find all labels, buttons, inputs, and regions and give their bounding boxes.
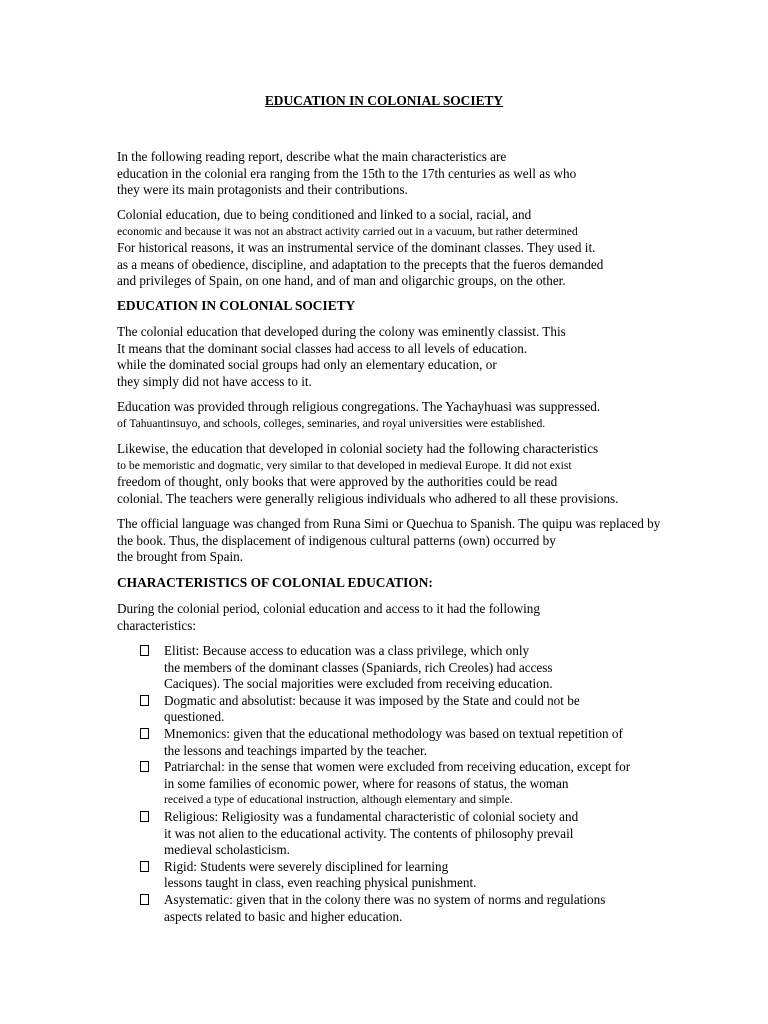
list-item [140,759,750,809]
paragraph-colonial-period [117,601,747,634]
text-line: In the following reading report, describe what the main characteristics are [117,149,507,164]
text-line: the book. Thus, the displacement of indigenous cultural patterns (own) occurred by [117,532,556,548]
section-heading: EDUCATION IN COLONIAL SOCIETY [117,298,356,313]
paragraph-official-language [117,516,747,566]
text-line: the lessons and teachings imparted by the teacher. [164,742,427,758]
text-line: and privileges of Spain, on one hand, and of man and oligarchic groups, on the other. [117,273,566,289]
text-line: It means that the dominant social classes had access to all levels of education. [117,340,528,356]
list-item [140,643,750,693]
text-line: they simply did not have access to it. [117,373,312,389]
paragraph-colonial-education [117,207,747,290]
text-line: the brought from Spain. [117,549,243,565]
text-line: Religious: Religiosity was a fundamental characteristic of colonial society and [164,808,579,824]
paragraph-characteristics [117,441,747,507]
text-line: Mnemonics: given that the educational methodology was based on textual repetition of [164,725,623,741]
text-line: of Tahuantinsuyo, and schools, colleges, seminaries, and royal universities were established. [117,416,546,430]
text-line: Patriarchal: in the sense that women were excluded from receiving education, except for [164,759,631,775]
paragraph-classist [117,324,747,390]
bullet-box-icon [140,761,149,772]
text-line: The official language was changed from Runa Simi or Quechua to Spanish. The quipu was replaced by [117,516,661,531]
list-item [140,693,750,726]
text-line: in some families of economic power, where for reasons of status, the woman [164,775,569,791]
intro-paragraph [117,149,747,199]
bullet-box-icon [140,695,149,706]
characteristics-list [140,643,750,925]
text-line: colonial. The teachers were generally religious individuals who adhered to all these provisions. [117,490,619,506]
text-line: Rigid: Students were severely disciplined for learning [164,858,449,874]
text-line: During the colonial period, colonial education and access to it had the following [117,601,540,616]
bullet-box-icon [140,861,149,872]
list-item [140,809,750,859]
text-line: they were its main protagonists and their contributions. [117,182,408,198]
text-line: freedom of thought, only books that were approved by the authorities could be read [117,474,558,490]
text-line: Colonial education, due to being conditioned and linked to a social, racial, and [117,207,532,222]
text-line: The colonial education that developed during the colony was eminently classist. This [117,324,566,339]
document-title: EDUCATION IN COLONIAL SOCIETY [264,93,504,108]
list-item [140,726,750,759]
section-heading: CHARACTERISTICS OF COLONIAL EDUCATION: [117,575,433,590]
text-line: received a type of educational instruction, although elementary and simple. [164,793,513,807]
text-line: aspects related to basic and higher education. [164,908,403,924]
text-line: Dogmatic and absolutist: because it was imposed by the State and could not be [164,692,580,708]
text-line: Elitist: Because access to education was a class privilege, which only [164,643,530,658]
bullet-box-icon [140,811,149,822]
bullet-box-icon [140,894,149,905]
text-line: it was not alien to the educational activity. The contents of philosophy prevail [164,825,574,841]
paragraph-religious-congregations [117,399,747,432]
text-line: Asystematic: given that in the colony there was no system of norms and regulations [164,891,606,907]
text-line: economic and because it was not an abstract activity carried out in a vacuum, but rather determined [117,224,578,238]
text-line: while the dominated social groups had only an elementary education, or [117,357,497,373]
text-line: For historical reasons, it was an instrumental service of the dominant classes. They used it. [117,240,596,256]
text-line: as a means of obedience, discipline, and adaptation to the precepts that the fueros demanded [117,256,604,272]
text-line: to be memoristic and dogmatic, very similar to that developed in medieval Europe. It did not exist [117,458,572,472]
text-line: education in the colonial era ranging from the 15th to the 17th centuries as well as who [117,165,577,181]
text-line: characteristics: [117,617,197,633]
text-line: the members of the dominant classes (Spaniards, rich Creoles) had access [164,659,553,675]
bullet-box-icon [140,645,149,656]
text-line: Education was provided through religious congregations. The Yachayhuasi was suppressed. [117,399,601,414]
text-line: questioned. [164,709,225,725]
text-line: medieval scholasticism. [164,842,290,858]
list-item [140,892,750,925]
text-line: lessons taught in class, even reaching physical punishment. [164,875,477,891]
list-item [140,859,750,892]
text-line: Likewise, the education that developed in colonial society had the following characteristics [117,441,599,456]
bullet-box-icon [140,728,149,739]
text-line: Caciques). The social majorities were excluded from receiving education. [164,676,553,692]
